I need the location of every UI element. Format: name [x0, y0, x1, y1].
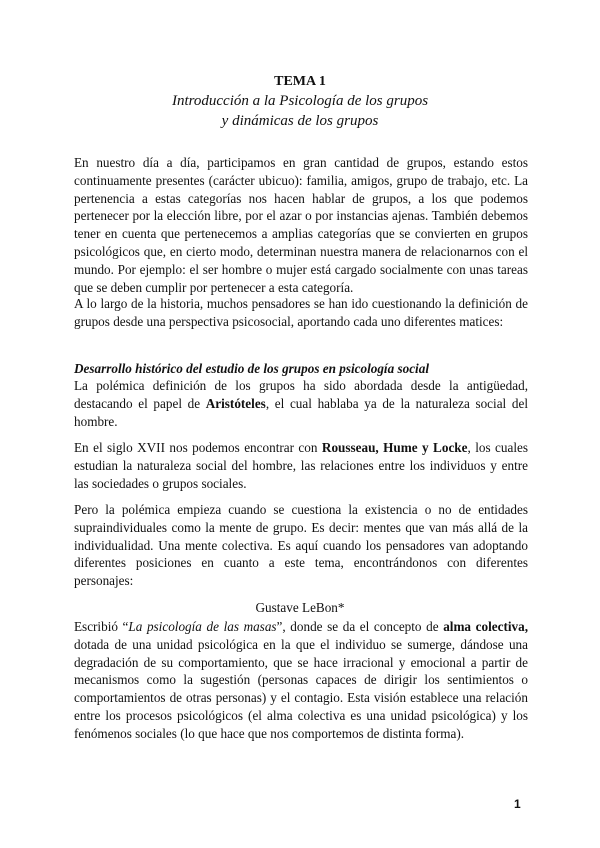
text-segment: ”, donde se da el concepto de	[276, 619, 444, 634]
bold-term: Aristóteles	[205, 395, 266, 411]
tema-title: TEMA 1	[274, 74, 326, 89]
text-segment: La polémica definición de los grupos ha sido abordada desde la antigüedad, destacando el papel de	[74, 378, 528, 411]
subtitle-line-1: Introducción a la Psicología de los grupos	[171, 93, 429, 109]
text-segment: , el cual hablaba ya de la naturaleza social del hombre.	[74, 395, 528, 429]
page-number: 1	[514, 797, 521, 811]
author-heading: Gustave LeBon*	[255, 600, 345, 615]
text-segment: Escribió “	[74, 619, 129, 634]
paragraph-aristoteles	[74, 377, 528, 430]
paragraph-siglo-xvii	[74, 439, 528, 492]
text-segment: , los cuales estudian la naturaleza social del hombre, las relaciones entre los individuos y entre las sociedades o grupos sociales.	[74, 440, 528, 491]
paragraph-polemica: Pero la polémica empieza cuando se cuestiona la existencia o no de entidades supraindividuales como la mente de grupo. Es decir: mentes que van más allá de la individualidad. Una mente colectiva. Es aquí cuando los pensadores van adoptando diferentes posiciones en cuanto a este tema, encontrándonos con diferentes personajes:	[74, 502, 528, 589]
subtitle-line-2: y dinámicas de los grupos	[221, 113, 379, 129]
book-title: La psicología de las masas	[128, 619, 277, 634]
paragraph-intro: En nuestro día a día, participamos en gran cantidad de grupos, estando estos continuamente presentes (carácter ubicuo): familia, amigos, grupo de trabajo, etc. La pertenencia a estas categorías nos hacen hablar de grupos, a los que podemos pertenecer por la elección libre, por el azar o por instancias ajenas. También debemos tener en cuenta que pertenecemos a amplias categorías que se convierten en grupos psicológicos que, en cierto modo, determinan nuestra manera de relacionarnos con el mundo. Por ejemplo: el ser hombre o mujer está cargado socialmente con unas tareas que se deben cumplir por pertenecer a esta categoría.	[74, 155, 528, 295]
text-segment: dotada de una unidad psicológica en la que el individuo se sumerge, dándose una degradación de su comportamiento, que se hace irracional y emocional a partir de mecanismos como la sugestión (personas capaces de dirigir los sentimientos o comportamientos de otras personas) y el contagio. Esta visión establece una relación entre los procesos psicológicos (el alma colectiva es una unidad psicológica) y los fenómenos sociales (lo que hace que nos comportemos de distinta forma).	[74, 636, 528, 741]
section-heading: Desarrollo histórico del estudio de los grupos en psicología social	[74, 361, 429, 376]
paragraph-history: A lo largo de la historia, muchos pensadores se han ido cuestionando la definición de grupos desde una perspectiva psicosocial, aportando cada uno diferentes matices:	[74, 296, 528, 329]
bold-term: alma colectiva,	[443, 619, 528, 634]
paragraph-lebon	[74, 618, 528, 743]
bold-term: Rousseau, Hume y Locke	[321, 440, 468, 455]
text-segment: En el siglo XVII nos podemos encontrar con	[74, 440, 322, 455]
